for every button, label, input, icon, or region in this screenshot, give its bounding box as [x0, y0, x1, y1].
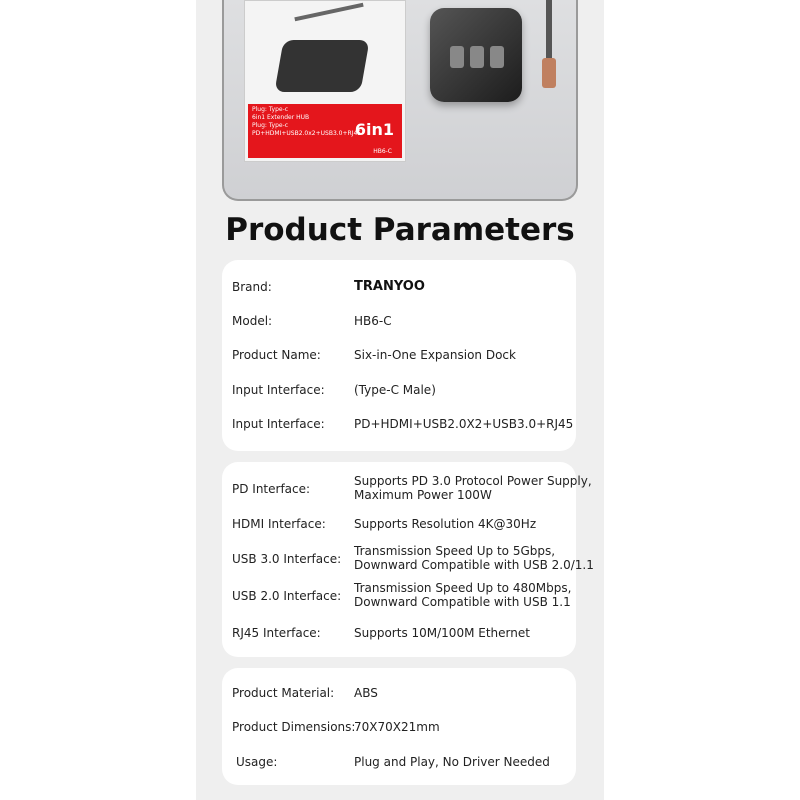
package-label-line1: Plug: Type-c — [252, 106, 289, 113]
package-label-line4: PD+HDMI+USB2.0x2+USB3.0+RJ45 — [252, 130, 362, 137]
package-label-line2: 6in1 Extender HUB — [252, 114, 310, 121]
row-label: Product Name: — [232, 348, 321, 362]
row-value: PD+HDMI+USB2.0X2+USB3.0+RJ45 — [354, 417, 574, 431]
row-value: ABS — [354, 686, 378, 700]
material-card — [222, 668, 576, 785]
row-value: Transmission Speed Up to 5Gbps, — [354, 544, 556, 558]
port-icon — [450, 46, 464, 68]
port-icon — [490, 46, 504, 68]
row-value: 70X70X21mm — [354, 720, 440, 734]
brand-logo: TRANYOO — [354, 279, 425, 294]
row-value: Plug and Play, No Driver Needed — [354, 755, 550, 769]
row-value: Transmission Speed Up to 480Mbps, — [354, 581, 572, 595]
port-icon — [470, 46, 484, 68]
row-value: Six-in-One Expansion Dock — [354, 348, 516, 362]
row-label: Input Interface: — [232, 417, 325, 431]
row-label: USB 3.0 Interface: — [232, 552, 342, 566]
row-label: Model: — [232, 314, 273, 328]
row-label: USB 2.0 Interface: — [232, 589, 342, 603]
page-title: Product Parameters — [225, 212, 575, 248]
row-value: Supports PD 3.0 Protocol Power Supply, — [354, 474, 592, 488]
row-label: HDMI Interface: — [232, 517, 326, 531]
row-label: Product Dimensions: — [232, 720, 356, 734]
product-photo — [222, 0, 578, 201]
row-label: RJ45 Interface: — [232, 626, 321, 640]
basic-info-card — [222, 260, 576, 451]
package-label — [248, 104, 402, 158]
package-label-model: HB6-C — [373, 148, 392, 155]
interface-card — [222, 462, 594, 657]
row-label: Input Interface: — [232, 383, 325, 397]
row-value: Downward Compatible with USB 1.1 — [354, 595, 571, 609]
row-label: PD Interface: — [232, 482, 311, 496]
row-label: Brand: — [232, 280, 272, 294]
row-value: HB6-C — [354, 314, 392, 328]
row-label: Usage: — [236, 755, 278, 769]
row-value: Downward Compatible with USB 2.0/1.1 — [354, 558, 594, 572]
hub-image-large — [430, 8, 522, 102]
cable-icon — [546, 0, 552, 62]
row-value: Maximum Power 100W — [354, 488, 492, 502]
row-value: Supports Resolution 4K@30Hz — [354, 517, 537, 531]
row-label: Product Material: — [232, 686, 335, 700]
type-c-plug-icon — [542, 58, 556, 88]
row-value: (Type-C Male) — [354, 383, 436, 397]
package-label-big: 6in1 — [354, 120, 394, 139]
package-label-line3: Plug: Type-c — [252, 122, 289, 129]
hub-image-small — [274, 40, 369, 92]
row-value: Supports 10M/100M Ethernet — [354, 626, 530, 640]
